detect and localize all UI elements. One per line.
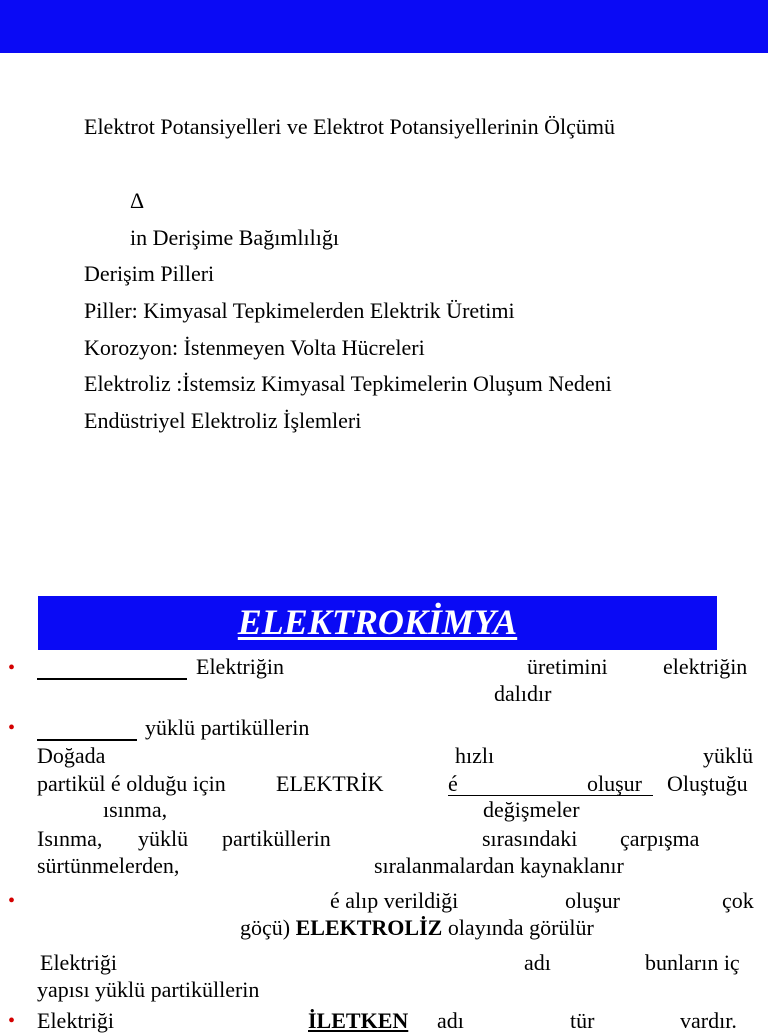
text-cok: çok	[722, 888, 754, 913]
text-yapisi: yapısı yüklü partiküllerin	[37, 977, 260, 1002]
text-olusur: oluşur	[587, 771, 642, 796]
toc-line-2: in Derişime Bağımlılığı	[130, 225, 339, 250]
text-elektroliz-line	[240, 915, 594, 941]
text-partikullerin: partiküllerin	[222, 826, 331, 851]
text-tur: tür	[570, 1008, 595, 1033]
text-sirasindaki: sırasındaki	[482, 826, 578, 851]
toc-line-6: Elektroliz :İstemsiz Kimyasal Tepkimelerin Oluşum Nedeni	[84, 371, 612, 396]
text-elektroliz: ELEKTROLİZ	[295, 915, 443, 940]
banner-title: ELEKTROKİMYA	[237, 602, 518, 642]
text-adi: adı	[524, 950, 551, 975]
blank-line	[37, 739, 137, 741]
text-yuklu: yüklü	[703, 743, 754, 768]
text-surtunme: sürtünmelerden,	[37, 853, 180, 878]
toc-line-1: Elektrot Potansiyelleri ve Elektrot Potansiyellerinin Ölçümü	[84, 114, 615, 139]
blank-line	[37, 678, 187, 680]
toc-line-3: Derişim Pilleri	[84, 261, 215, 286]
top-blue-bar	[0, 0, 768, 53]
text-gocu: göçü)	[240, 915, 291, 940]
text-e-alip: é alıp verildiği	[330, 888, 459, 913]
text-uretimini: üretimini	[527, 654, 608, 679]
text-elektrigin: Elektriğin	[196, 654, 284, 679]
text-siralanma: sıralanmalardan kaynaklanır	[374, 853, 624, 878]
text-bunlarin: bunların iç	[645, 950, 740, 975]
toc-line-5: Korozyon: İstenmeyen Volta Hücreleri	[84, 335, 425, 360]
text-degismeler: değişmeler	[483, 797, 580, 822]
text-carpisma: çarpışma	[620, 826, 700, 851]
text-elektrigi-2: Elektriği	[37, 1008, 114, 1033]
bullet-marker: •	[8, 890, 16, 912]
text-elektrigin-2: elektriğin	[663, 654, 748, 679]
text-elektrik-caps: ELEKTRİK	[276, 771, 384, 796]
text-partikul: partikül é olduğu için	[37, 771, 226, 796]
text-isinma-2: Isınma,	[37, 826, 103, 851]
bullet-marker: •	[8, 657, 16, 679]
text-yuklu-partikuller: yüklü partiküllerin	[145, 715, 310, 740]
delta-symbol: Δ	[130, 188, 145, 213]
toc-line-4: Piller: Kimyasal Tepkimelerden Elektrik Üretimi	[84, 298, 515, 323]
bullet-marker: •	[8, 1010, 16, 1032]
bullet-marker: •	[8, 717, 16, 739]
text-vardir: vardır.	[680, 1008, 737, 1033]
text-olustugu: Oluştuğu	[667, 771, 748, 796]
text-e: é	[448, 771, 458, 796]
text-hizli: hızlı	[455, 743, 495, 768]
text-iletken: İLETKEN	[308, 1008, 409, 1033]
text-elektrigi: Elektriği	[40, 950, 117, 975]
text-olayinda: olayında görülür	[447, 915, 594, 940]
text-adi-2: adı	[437, 1008, 464, 1033]
text-dalidir: dalıdır	[494, 681, 552, 706]
text-dogada: Doğada	[37, 743, 106, 768]
text-isinma: ısınma,	[103, 797, 168, 822]
title-banner	[38, 596, 717, 650]
text-olusur-2: oluşur	[565, 888, 620, 913]
text-yuklu-2: yüklü	[138, 826, 189, 851]
toc-line-7: Endüstriyel Elektroliz İşlemleri	[84, 408, 362, 433]
